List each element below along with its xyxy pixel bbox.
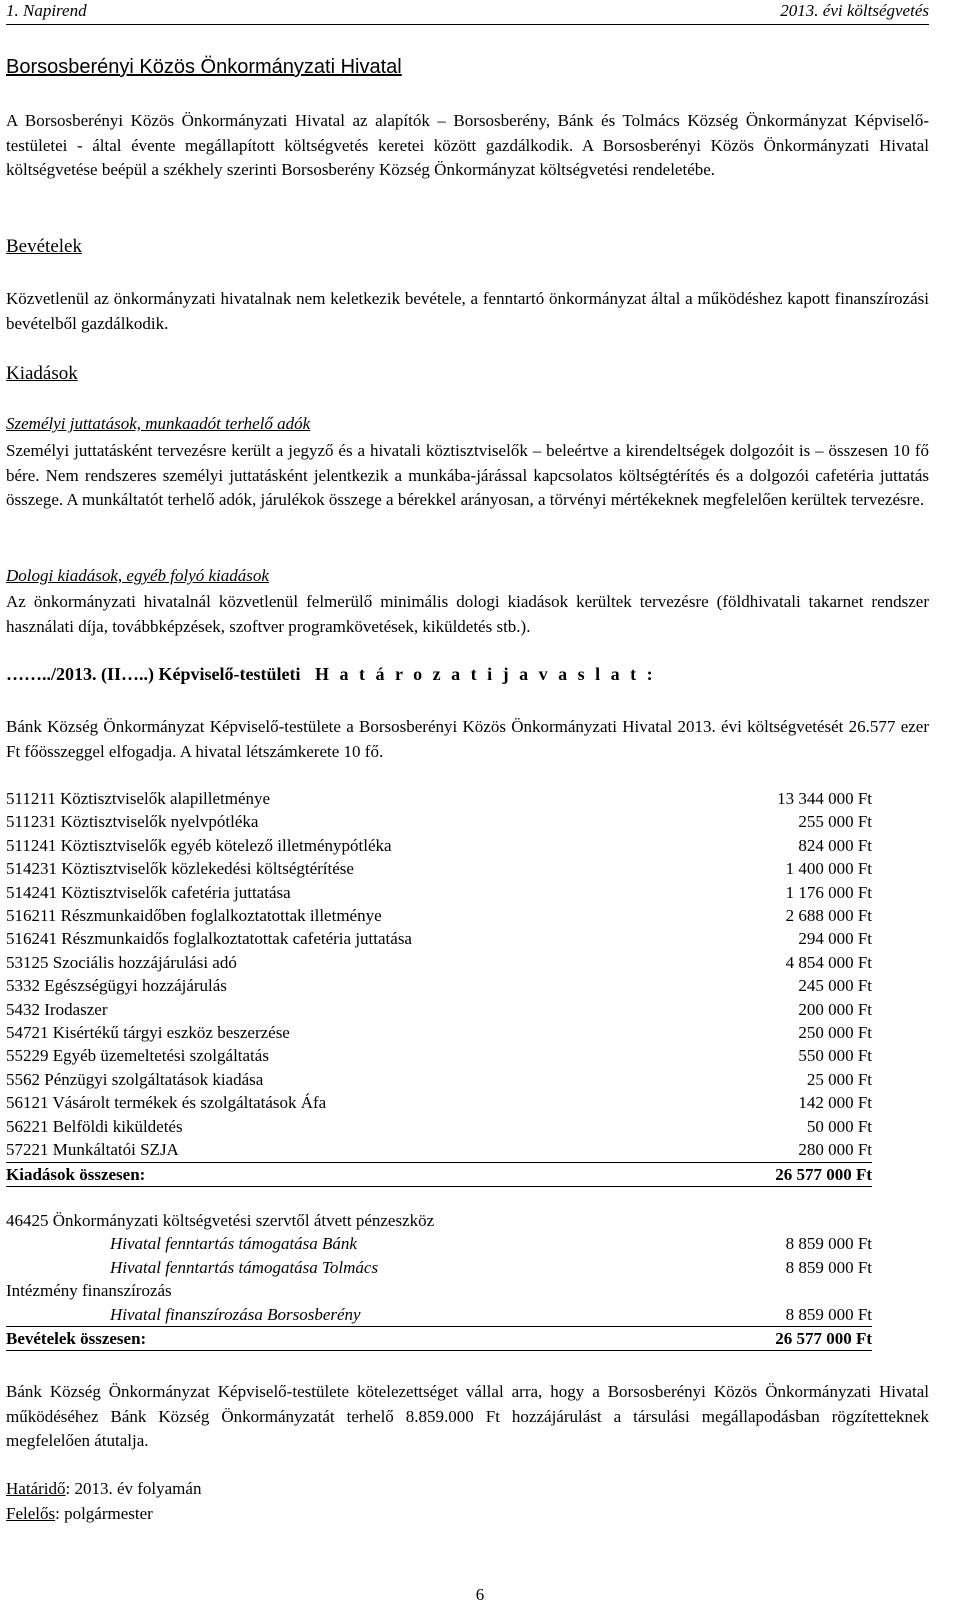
income-group-row-label: Intézmény finanszírozás [6, 1281, 172, 1301]
expense-row-label: 56121 Vásárolt termékek és szolgáltatások Áfa [6, 1093, 327, 1113]
deadline-label: Határidő [6, 1479, 66, 1498]
income-group-row-amount [712, 1279, 872, 1302]
income-row-label: Hivatal finanszírozása Borsosberény [110, 1304, 361, 1324]
expense-row-label: 514231 Köztisztviselők közlekedési költségtérítése [6, 859, 354, 879]
personnel-subheading: Személyi juttatások, munkaadót terhelő adók [6, 414, 311, 433]
income-row-label: Hivatal fenntartás támogatása Bánk [110, 1234, 357, 1254]
expense-row-label: 511241 Köztisztviselők egyéb kötelező illetménypótléka [6, 835, 392, 855]
expense-row-amount: 245 000 Ft [798, 976, 872, 996]
expense-row-label: 514241 Köztisztviselők cafetéria juttatása [6, 882, 291, 902]
running-header [6, 0, 929, 25]
expense-row-amount: 550 000 Ft [798, 1046, 872, 1066]
expense-row-label: 54721 Kisértékű tárgyi eszköz beszerzése [6, 1023, 290, 1043]
income-heading: Bevételek [6, 236, 82, 257]
expense-row [6, 904, 872, 927]
income-text: Közvetlenül az önkormányzati hivatalnak nem keletkezik bevétele, a fenntartó önkormányzat által a működéshez kapott finanszírozási bevételből gazdálkodik. [6, 289, 929, 333]
expenses-total-row-label: Kiadások összesen: [6, 1162, 705, 1186]
income-group-row [6, 1209, 872, 1232]
closing-text: Bánk Község Önkormányzat Képviselő-testülete kötelezettséget vállal arra, hogy a Borsosberényi Közös Önkormányzati Hivatal működéséhez Bánk Község Önkormányzatát terhelő 8.859.000 Ft hozzájárulást a társulási megállapodásban rögzítetteknek megfelelően átutalja. [6, 1382, 929, 1450]
responsible-line [6, 1504, 929, 1524]
personnel-text: Személyi juttatásként tervezésre került a jegyző és a hivatali köztisztviselők – beleértve a kirendeltségek dolgozóit is – összesen 10 fő bére. Nem rendszeres személyi juttatásként jelentkezik a munkába-járással kapcsolatos költségtérítés és a dolgozói cafetéria juttatás összege. A munkáltatót terhelő adók, járulékok összege a bérekkel arányosan, a törvényi mértékeknek megfelelően kerültek tervezésre. [6, 441, 929, 509]
expense-row [6, 881, 872, 904]
resolution-heading [6, 664, 929, 685]
expense-row [6, 1115, 872, 1138]
expense-row-label: 511211 Köztisztviselők alapilletménye [6, 789, 271, 808]
expense-row-label: 511231 Köztisztviselők nyelvpótléka [6, 812, 259, 832]
expense-row [6, 974, 872, 997]
expense-row-amount: 1 176 000 Ft [785, 882, 872, 902]
expense-row-label: 5332 Egészségügyi hozzájárulás [6, 976, 227, 996]
expense-row-amount: 25 000 Ft [806, 1069, 872, 1089]
expense-row [6, 810, 872, 833]
deadline-line [6, 1479, 929, 1499]
expense-row-amount: 250 000 Ft [798, 1023, 872, 1043]
expenses-total-row [6, 1162, 872, 1186]
income-row-amount: 8 859 000 Ft [785, 1234, 872, 1254]
expenses-heading: Kiadások [6, 363, 78, 384]
income-total-row-amount: 26 577 000 Ft [712, 1326, 872, 1350]
expense-row-label: 55229 Egyéb üzemeltetési szolgáltatás [6, 1046, 269, 1066]
expense-row [6, 1068, 872, 1091]
income-row [6, 1256, 872, 1279]
expense-row-amount: 4 854 000 Ft [785, 952, 872, 972]
responsible-label: Felelős [6, 1504, 56, 1523]
budget-ledger [6, 787, 929, 1351]
expense-row-amount: 2 688 000 Ft [785, 906, 872, 926]
expense-row-amount: 824 000 Ft [798, 835, 872, 855]
income-group-row [6, 1279, 872, 1302]
income-total-row [6, 1326, 872, 1350]
header-document-title: 2013. évi költségvetés [780, 1, 929, 20]
closing-paragraph [6, 1380, 929, 1454]
resolution-paragraph [6, 715, 929, 764]
expense-row [6, 1138, 872, 1162]
resolution-text: Bánk Község Önkormányzat Képviselő-testülete a Borsosberényi Közös Önkormányzati Hivatal 2013. évi költségvetését 26.577 ezer Ft főösszeggel elfogadja. A hivatal létszámkerete 10 fő. [6, 717, 929, 761]
expense-row-amount: 142 000 Ft [798, 1093, 872, 1113]
header-agenda-item: 1. Napirend [6, 1, 87, 20]
expense-row-label: 57221 Munkáltatói SZJA [6, 1140, 179, 1160]
expense-row [6, 834, 872, 857]
expense-row-label: 516241 Részmunkaidős foglalkoztatottak cafetéria juttatása [6, 929, 412, 949]
income-table [6, 1209, 872, 1351]
income-row [6, 1303, 872, 1327]
page-title: Borsosberényi Közös Önkormányzati Hivatal [6, 56, 402, 78]
income-paragraph [6, 287, 929, 336]
expense-row-amount: 294 000 Ft [798, 929, 872, 949]
expense-row-label: 56221 Belföldi kiküldetés [6, 1116, 183, 1136]
expense-row-amount: 1 400 000 Ft [785, 859, 872, 879]
income-group-row-amount [712, 1209, 872, 1232]
income-row-label: Hivatal fenntartás támogatása Tolmács [110, 1257, 379, 1277]
resolution-label: H a t á r o z a t i j a v a s l a t : [314, 664, 656, 684]
income-row [6, 1232, 872, 1255]
expense-row-label: 5562 Pénzügyi szolgáltatások kiadása [6, 1069, 264, 1089]
expense-row [6, 1091, 872, 1114]
expenses-total-row-amount: 26 577 000 Ft [705, 1162, 872, 1186]
expense-row [6, 927, 872, 950]
expense-row-label: 5432 Irodaszer [6, 999, 108, 1019]
intro-text: A Borsosberényi Közös Önkormányzati Hivatal az alapítók – Borsosberény, Bánk és Tolmács Község Önkormányzat Képviselő-testületei - által évente megállapított költségvetés keretei között gazdálkodik. A Borsosberényi Közös Önkormányzati Hivatal költségvetése beépül a székhely szerinti Borsosberény Község Önkormányzat költségvetési rendeletébe. [6, 111, 929, 179]
expenses-table [6, 787, 872, 1187]
material-subheading: Dologi kiadások, egyéb folyó kiadások [6, 566, 269, 585]
expense-row-amount: 50 000 Ft [806, 1116, 872, 1136]
expense-row-label: 516211 Részmunkaidőben foglalkoztatottak illetménye [6, 906, 382, 926]
expense-row-amount: 13 344 000 Ft [777, 789, 872, 808]
personnel-paragraph [6, 439, 929, 513]
material-text: Az önkormányzati hivatalnál közvetlenül felmerülő minimális dologi kiadások kerültek tervezésre (földhivatali takarnet rendszer használati díja, továbbképzések, szoftver programkövetések, kiküldetés stb.). [6, 592, 929, 636]
material-paragraph [6, 590, 929, 639]
expense-row [6, 998, 872, 1021]
expense-row-amount: 200 000 Ft [798, 999, 872, 1019]
page-number: 6 [475, 1585, 485, 1604]
responsible-value: : polgármester [55, 1504, 153, 1523]
resolution-prefix: ……../2013. (II…..) Képviselő-testületi [6, 664, 301, 684]
income-row-amount: 8 859 000 Ft [785, 1257, 872, 1277]
income-row-amount: 8 859 000 Ft [785, 1304, 872, 1324]
income-group-row-label: 46425 Önkormányzati költségvetési szervtől átvett pénzeszköz [6, 1210, 435, 1230]
expense-row-amount: 255 000 Ft [798, 812, 872, 832]
expense-row [6, 787, 872, 810]
expense-row-label: 53125 Szociális hozzájárulási adó [6, 952, 237, 972]
expense-row [6, 951, 872, 974]
expense-row [6, 1044, 872, 1067]
deadline-value: : 2013. év folyamán [65, 1479, 202, 1498]
intro-paragraph [6, 109, 929, 183]
expense-row [6, 1021, 872, 1044]
expense-row-amount: 280 000 Ft [798, 1140, 872, 1160]
income-total-row-label: Bevételek összesen: [6, 1326, 712, 1350]
expense-row [6, 857, 872, 880]
